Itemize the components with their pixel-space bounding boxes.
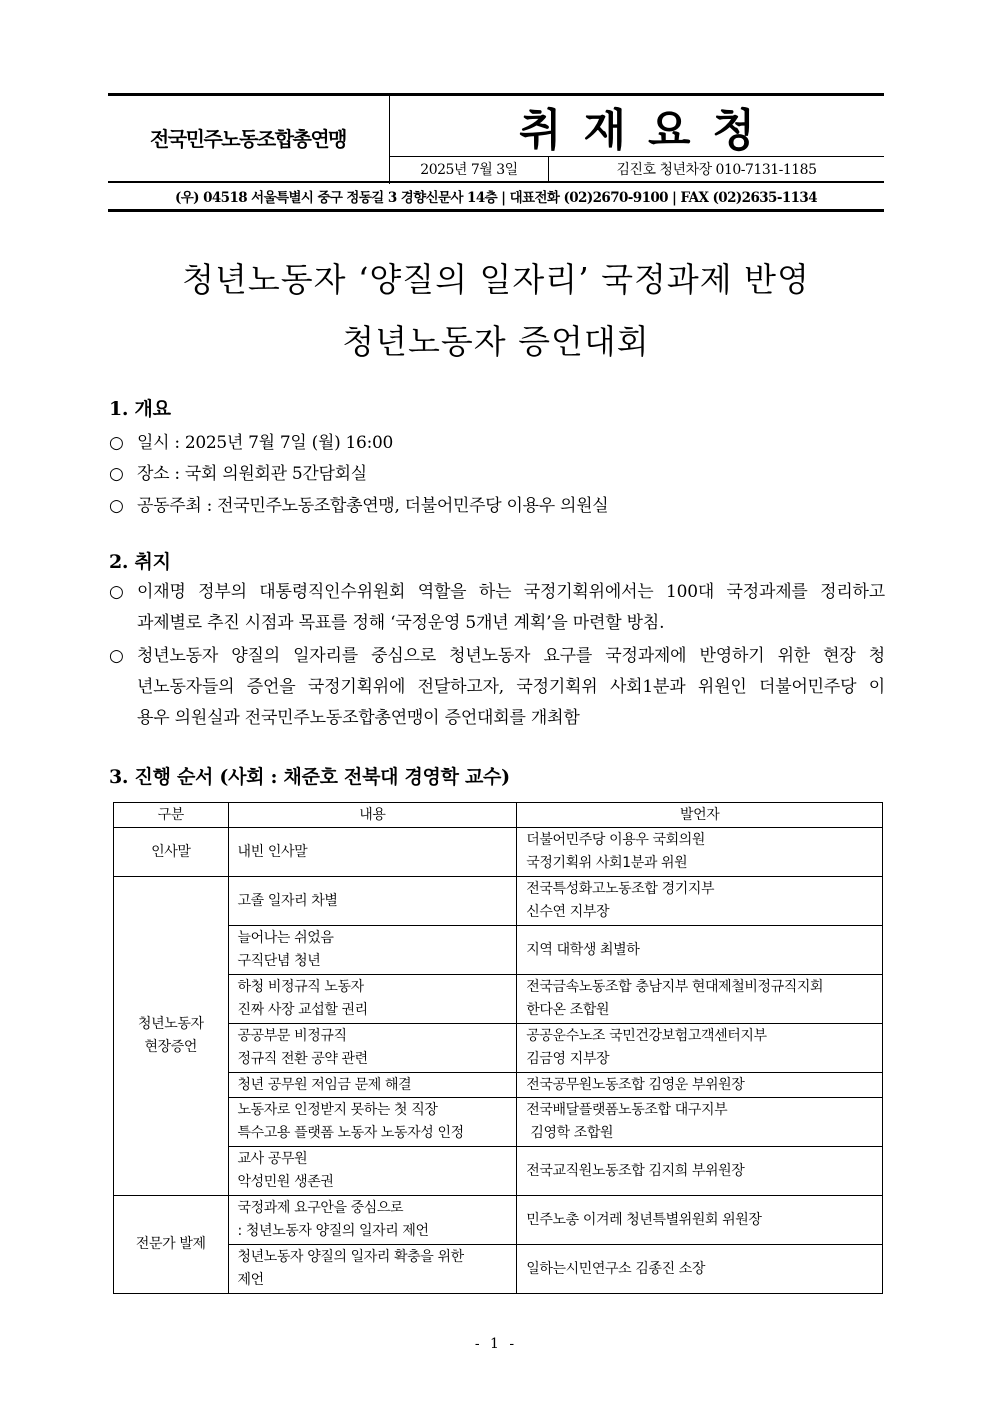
category-cell: 인사말: [114, 828, 229, 877]
table-header-row: [114, 803, 883, 828]
content-cell: 국정과제 요구안을 중심으로 : 청년노동자 양질의 일자리 제언: [228, 1196, 517, 1245]
paragraph-line: 년노동자들의 증언을 국정기획위에 전달하고자, 국정기획위 사회1분과 위원인 더불어민주당 이: [137, 677, 885, 697]
column-header-speaker: 발언자: [517, 803, 883, 828]
speaker-cell: 전국금속노동조합 충남지부 현대제철비정규직지회 한다온 조합원: [517, 975, 883, 1024]
table-row: [114, 828, 883, 877]
contact-person: 김진호 청년차장 010-7131-1185: [616, 162, 817, 178]
content-cell: 공공부문 비정규직 정규직 전환 공약 관련: [228, 1024, 517, 1073]
overview-item-hosts: ○ 공동주최 : 전국민주노동조합총연맹, 더불어민주당 이용우 의원실: [109, 496, 609, 516]
purpose-paragraph: [109, 577, 885, 639]
circle-bullet-icon: ○: [109, 582, 124, 602]
speaker-cell: 전국교직원노동조합 김지희 부위원장: [517, 1147, 883, 1196]
section-heading-overview: 1. 개요: [109, 398, 171, 420]
content-cell: 내빈 인사말: [228, 828, 517, 877]
section-heading-program: 3. 진행 순서 (사회 : 채준호 전북대 경영학 교수): [109, 766, 510, 788]
circle-bullet-icon: ○: [109, 646, 124, 666]
speaker-cell: 더불어민주당 이용우 국회의원 국정기획위 사회1분과 위원: [517, 828, 883, 877]
content-cell: 청년 공무원 저임금 문제 해결: [228, 1073, 517, 1098]
table-row: [114, 1245, 883, 1294]
content-cell: 고졸 일자리 차별: [228, 877, 517, 926]
circle-bullet-icon: ○: [109, 496, 124, 516]
speaker-cell: 일하는시민연구소 김종진 소장: [517, 1245, 883, 1294]
circle-bullet-icon: ○: [109, 464, 124, 484]
main-title-line-2: 청년노동자 증언대회: [342, 322, 650, 361]
table-row: [114, 1098, 883, 1147]
content-cell: 늘어나는 쉬었음 구직단념 청년: [228, 926, 517, 975]
speaker-cell: 전국특성화고노동조합 경기지부 신수연 지부장: [517, 877, 883, 926]
speaker-cell: 지역 대학생 최별하: [517, 926, 883, 975]
header-rule: [108, 181, 884, 183]
paragraph-line: 청년노동자 양질의 일자리를 중심으로 청년노동자 요구를 국정과제에 반영하기 위한 현장 청: [137, 646, 885, 666]
header-bottom-rule: [108, 209, 884, 212]
category-cell: 전문가 발제: [114, 1196, 229, 1294]
column-header-content: 내용: [228, 803, 517, 828]
circle-bullet-icon: ○: [109, 433, 124, 453]
content-cell: 교사 공무원 악성민원 생존권: [228, 1147, 517, 1196]
paragraph-line: 용우 의원실과 전국민주노동조합총연맹이 증언대회를 개최함: [137, 708, 580, 728]
content-cell: 청년노동자 양질의 일자리 확충을 위한 제언: [228, 1245, 517, 1294]
table-row: [114, 1073, 883, 1098]
release-date: 2025년 7월 3일: [420, 162, 518, 178]
table-row: [114, 1196, 883, 1245]
table-row: [114, 1024, 883, 1073]
page-number: - 1 -: [474, 1336, 518, 1352]
section-heading-purpose: 2. 취지: [109, 551, 171, 573]
overview-item-venue: ○ 장소 : 국회 의원회관 5간담회실: [109, 464, 367, 484]
table-row: [114, 975, 883, 1024]
main-title-line-1: 청년노동자 ‘양질의 일자리’ 국정과제 반영: [182, 260, 810, 299]
overview-item-datetime: ○ 일시 : 2025년 7월 7일 (월) 16:00: [109, 433, 394, 453]
content-cell: 하청 비정규직 노동자 진짜 사장 교섭할 권리: [228, 975, 517, 1024]
speaker-cell: 전국공무원노동조합 김영운 부위원장: [517, 1073, 883, 1098]
table-row: [114, 877, 883, 926]
document-type-title: 취재요청: [518, 105, 777, 156]
paragraph-line: 과제별로 추진 시점과 목표를 정해 ‘국정운영 5개년 계획’을 마련할 방침.: [137, 613, 665, 633]
speaker-cell: 전국배달플랫폼노동조합 대구지부 김영학 조합원: [517, 1098, 883, 1147]
table-row: [114, 1147, 883, 1196]
table-row: [114, 926, 883, 975]
speaker-cell: 공공운수노조 국민건강보험고객센터지부 김금영 지부장: [517, 1024, 883, 1073]
column-header-category: 구분: [114, 803, 229, 828]
program-table: [113, 802, 883, 1294]
paragraph-line: 이재명 정부의 대통령직인수위원회 역할을 하는 국정기획위에서는 100대 국정과제를 정리하고: [137, 582, 885, 602]
organization-name: 전국민주노동조합총연맹: [149, 126, 347, 151]
speaker-cell: 민주노총 이겨레 청년특별위원회 위원장: [517, 1196, 883, 1245]
purpose-paragraph: [109, 641, 885, 734]
content-cell: 노동자로 인정받지 못하는 첫 직장 특수고용 플랫폼 노동자 노동자성 인정: [228, 1098, 517, 1147]
press-header: [108, 93, 884, 217]
category-cell: 청년노동자 현장증언: [114, 877, 229, 1196]
organization-address: (우) 04518 서울특별시 중구 정동길 3 경향신문사 14층 | 대표전화 (02)2670-9100 | FAX (02)2635-1134: [174, 190, 818, 206]
